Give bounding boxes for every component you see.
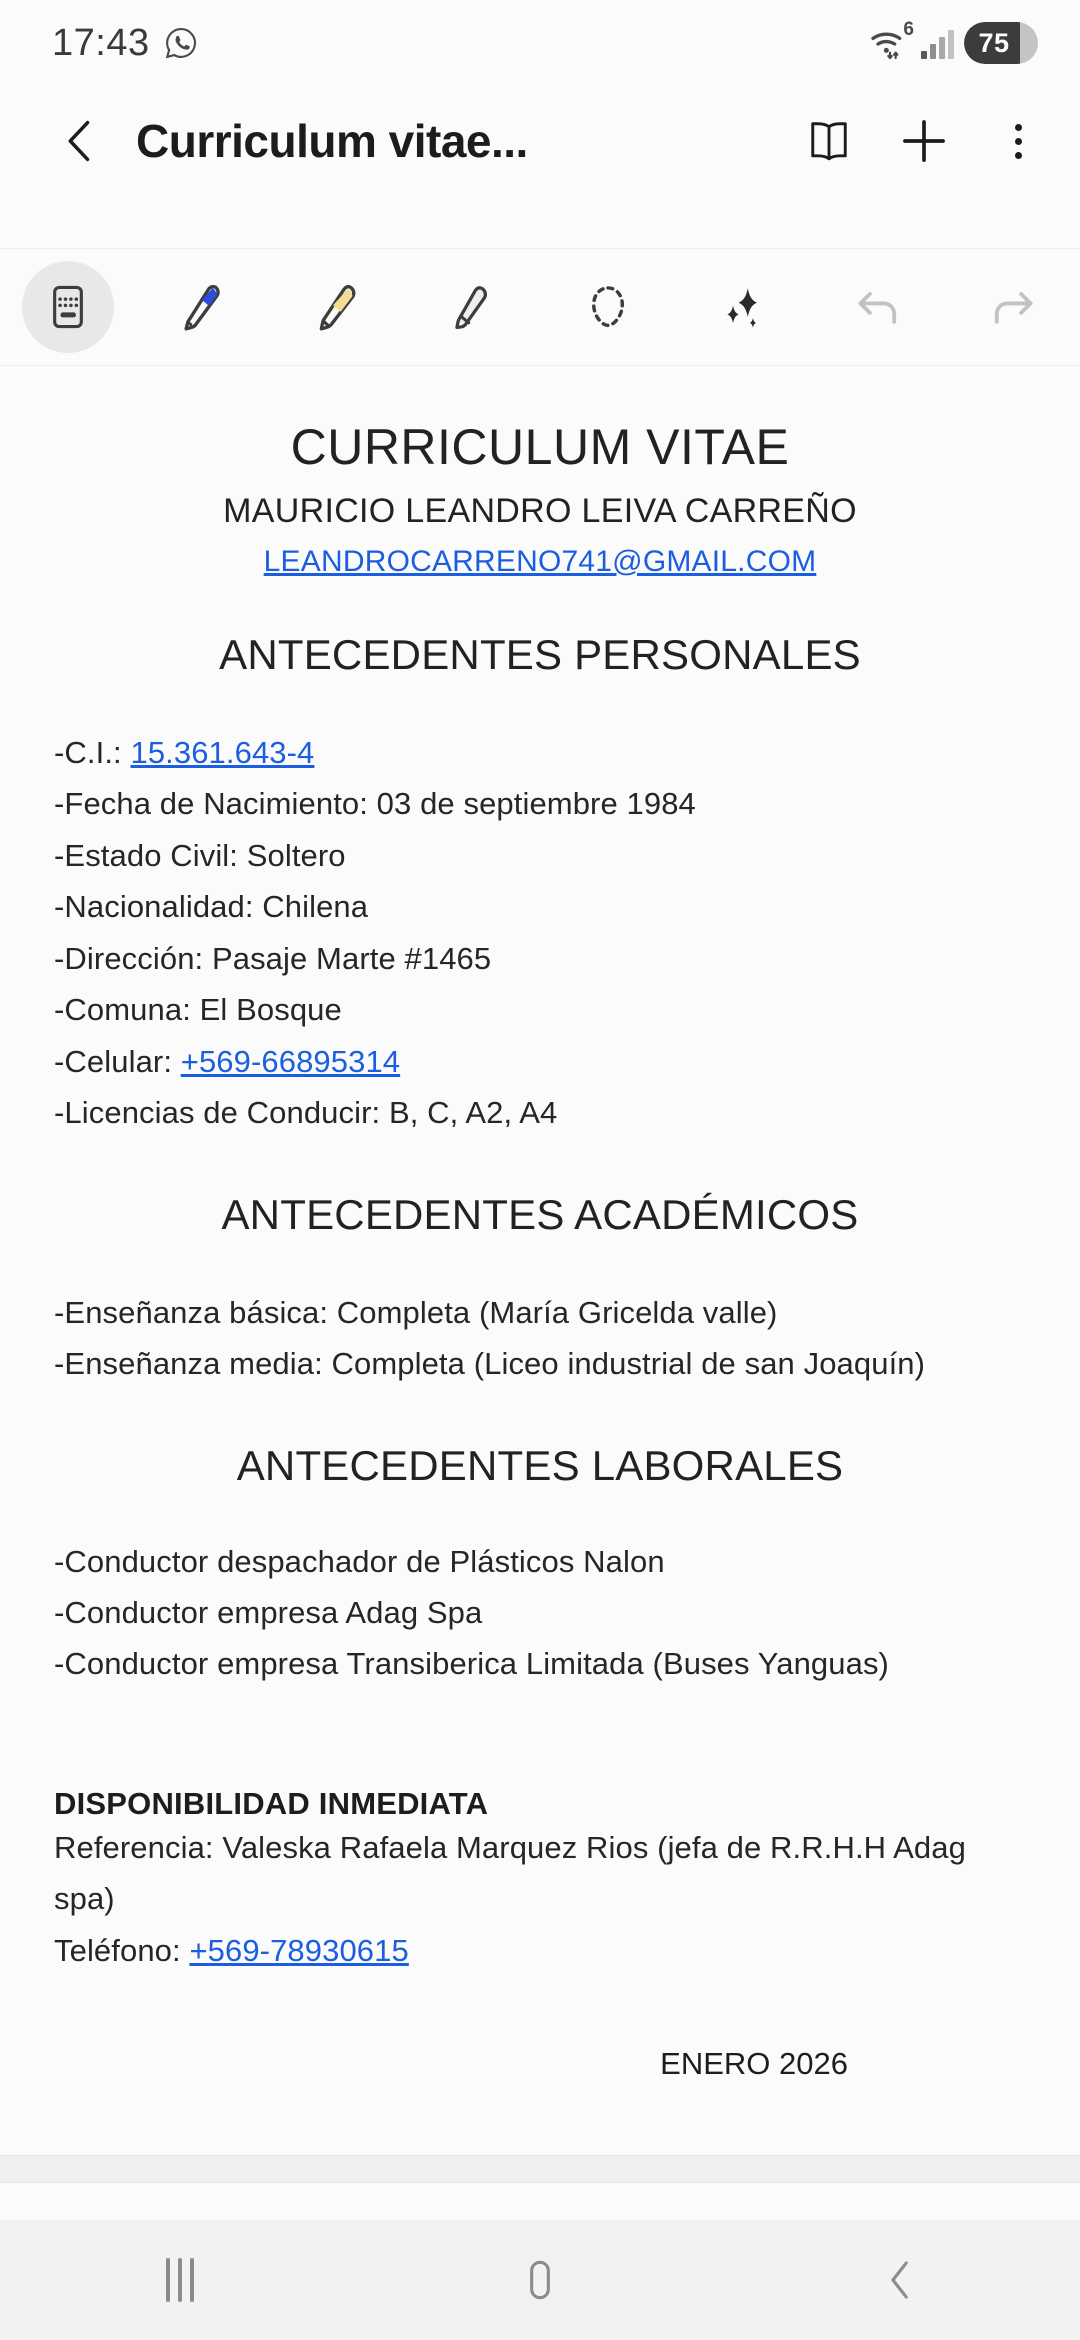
reference-phone-label: Teléfono: [54,1932,190,1968]
status-bar [0,0,1080,86]
lasso-select-icon [582,281,634,333]
back-button[interactable] [720,2220,1080,2340]
academic-media-line: -Enseñanza media: Completa (Liceo industrial de san Joaquín) [54,1346,926,1382]
back-icon [875,2255,925,2305]
personal-details-block [54,727,1026,1139]
battery-indicator [964,22,1038,64]
reference-line: Referencia: Valeska Rafaela Marquez Rios (jefa de R.R.H.H Adag spa) [54,1829,966,1917]
redo-button[interactable] [945,248,1080,366]
personal-birth-line: -Fecha de Nacimiento: 03 de septiembre 1984 [54,786,696,822]
undo-button[interactable] [810,248,945,366]
eraser-icon [447,281,499,333]
personal-mobile-line [54,1036,1026,1087]
section-heading-academic: ANTECEDENTES ACADÉMICOS [221,1190,859,1238]
personal-ci-link[interactable]: 15.361.643-4 [130,735,315,770]
document-body [0,418,1080,2082]
highlighter-tool[interactable] [270,248,405,366]
section-heading-work: ANTECEDENTES LABORALES [236,1441,844,1489]
redo-arrow-icon [986,280,1040,334]
status-bar-left [52,22,198,65]
pen-tool[interactable] [135,248,270,366]
recents-button[interactable] [0,2220,360,2340]
document-title: Curriculum vitae... [136,115,528,167]
document-date: ENERO 2026 [660,2046,848,2082]
cv-email-link[interactable]: LEANDROCARRENO741@GMAIL.COM [263,545,817,578]
work-job-1-line: -Conductor despachador de Plásticos Nalon [54,1543,665,1579]
editor-toolbar [0,248,1080,366]
academic-basic-line: -Enseñanza básica: Completa (María Gricelda valle) [54,1294,778,1330]
cv-email-line [54,545,1026,579]
keyboard-tool[interactable] [0,248,135,366]
status-clock: 17:43 [52,21,150,64]
next-page-top [0,2183,1080,2220]
android-navigation-bar [0,2220,1080,2340]
wifi-generation-label: 6 [903,19,914,40]
recents-icon [166,2258,194,2302]
personal-comuna-line: -Comuna: El Bosque [54,992,342,1028]
personal-ci-line [54,727,1026,778]
keyboard-icon [43,282,93,332]
availability-block [54,1786,1026,1976]
academic-details-block [54,1287,1026,1390]
work-job-3-line: -Conductor empresa Transiberica Limitada (Buses Yanguas) [54,1646,889,1682]
personal-mobile-label: -Celular: [54,1043,181,1079]
battery-percent-label: 75 [978,27,1010,58]
cv-full-name: MAURICIO LEANDRO LEIVA CARREÑO [223,492,857,530]
pen-icon [176,280,230,334]
app-bar-actions [804,115,1044,167]
page-break-separator [0,2155,1080,2183]
ai-assist-tool[interactable] [675,248,810,366]
personal-mobile-link[interactable]: +569-66895314 [180,1043,401,1079]
plus-icon[interactable] [898,115,950,167]
app-bar [0,86,1080,196]
eraser-tool[interactable] [405,248,540,366]
book-open-icon[interactable] [804,115,856,167]
personal-licenses-line: -Licencias de Conducir: B, C, A2, A4 [54,1095,558,1131]
availability-line: DISPONIBILIDAD INMEDIATA [54,1785,489,1821]
section-heading-personal: ANTECEDENTES PERSONALES [219,631,861,678]
work-job-2-line: -Conductor empresa Adag Spa [54,1594,483,1630]
cv-title: CURRICULUM VITAE [290,419,790,475]
home-button[interactable] [360,2220,720,2340]
lasso-select-tool[interactable] [540,248,675,366]
sparkle-icon [717,281,769,333]
reference-phone-line [54,1925,1026,1976]
personal-nationality-line: -Nacionalidad: Chilena [54,889,369,925]
highlighter-icon [311,280,365,334]
personal-address-line: -Dirección: Pasaje Marte #1465 [54,940,492,976]
kebab-menu-icon[interactable] [992,115,1044,167]
wifi-icon [867,19,914,63]
back-chevron-icon[interactable] [54,115,106,167]
undo-arrow-icon [851,280,905,334]
work-details-block [54,1536,1026,1690]
cellular-signal-icon [921,27,954,59]
status-bar-right [867,19,1038,64]
personal-ci-label: -C.I.: [54,735,131,770]
home-icon [515,2255,565,2305]
document-page[interactable] [0,366,1080,2155]
personal-marital-line: -Estado Civil: Soltero [54,837,346,873]
whatsapp-icon [164,26,198,60]
reference-phone-link[interactable]: +569-78930615 [189,1932,409,1968]
